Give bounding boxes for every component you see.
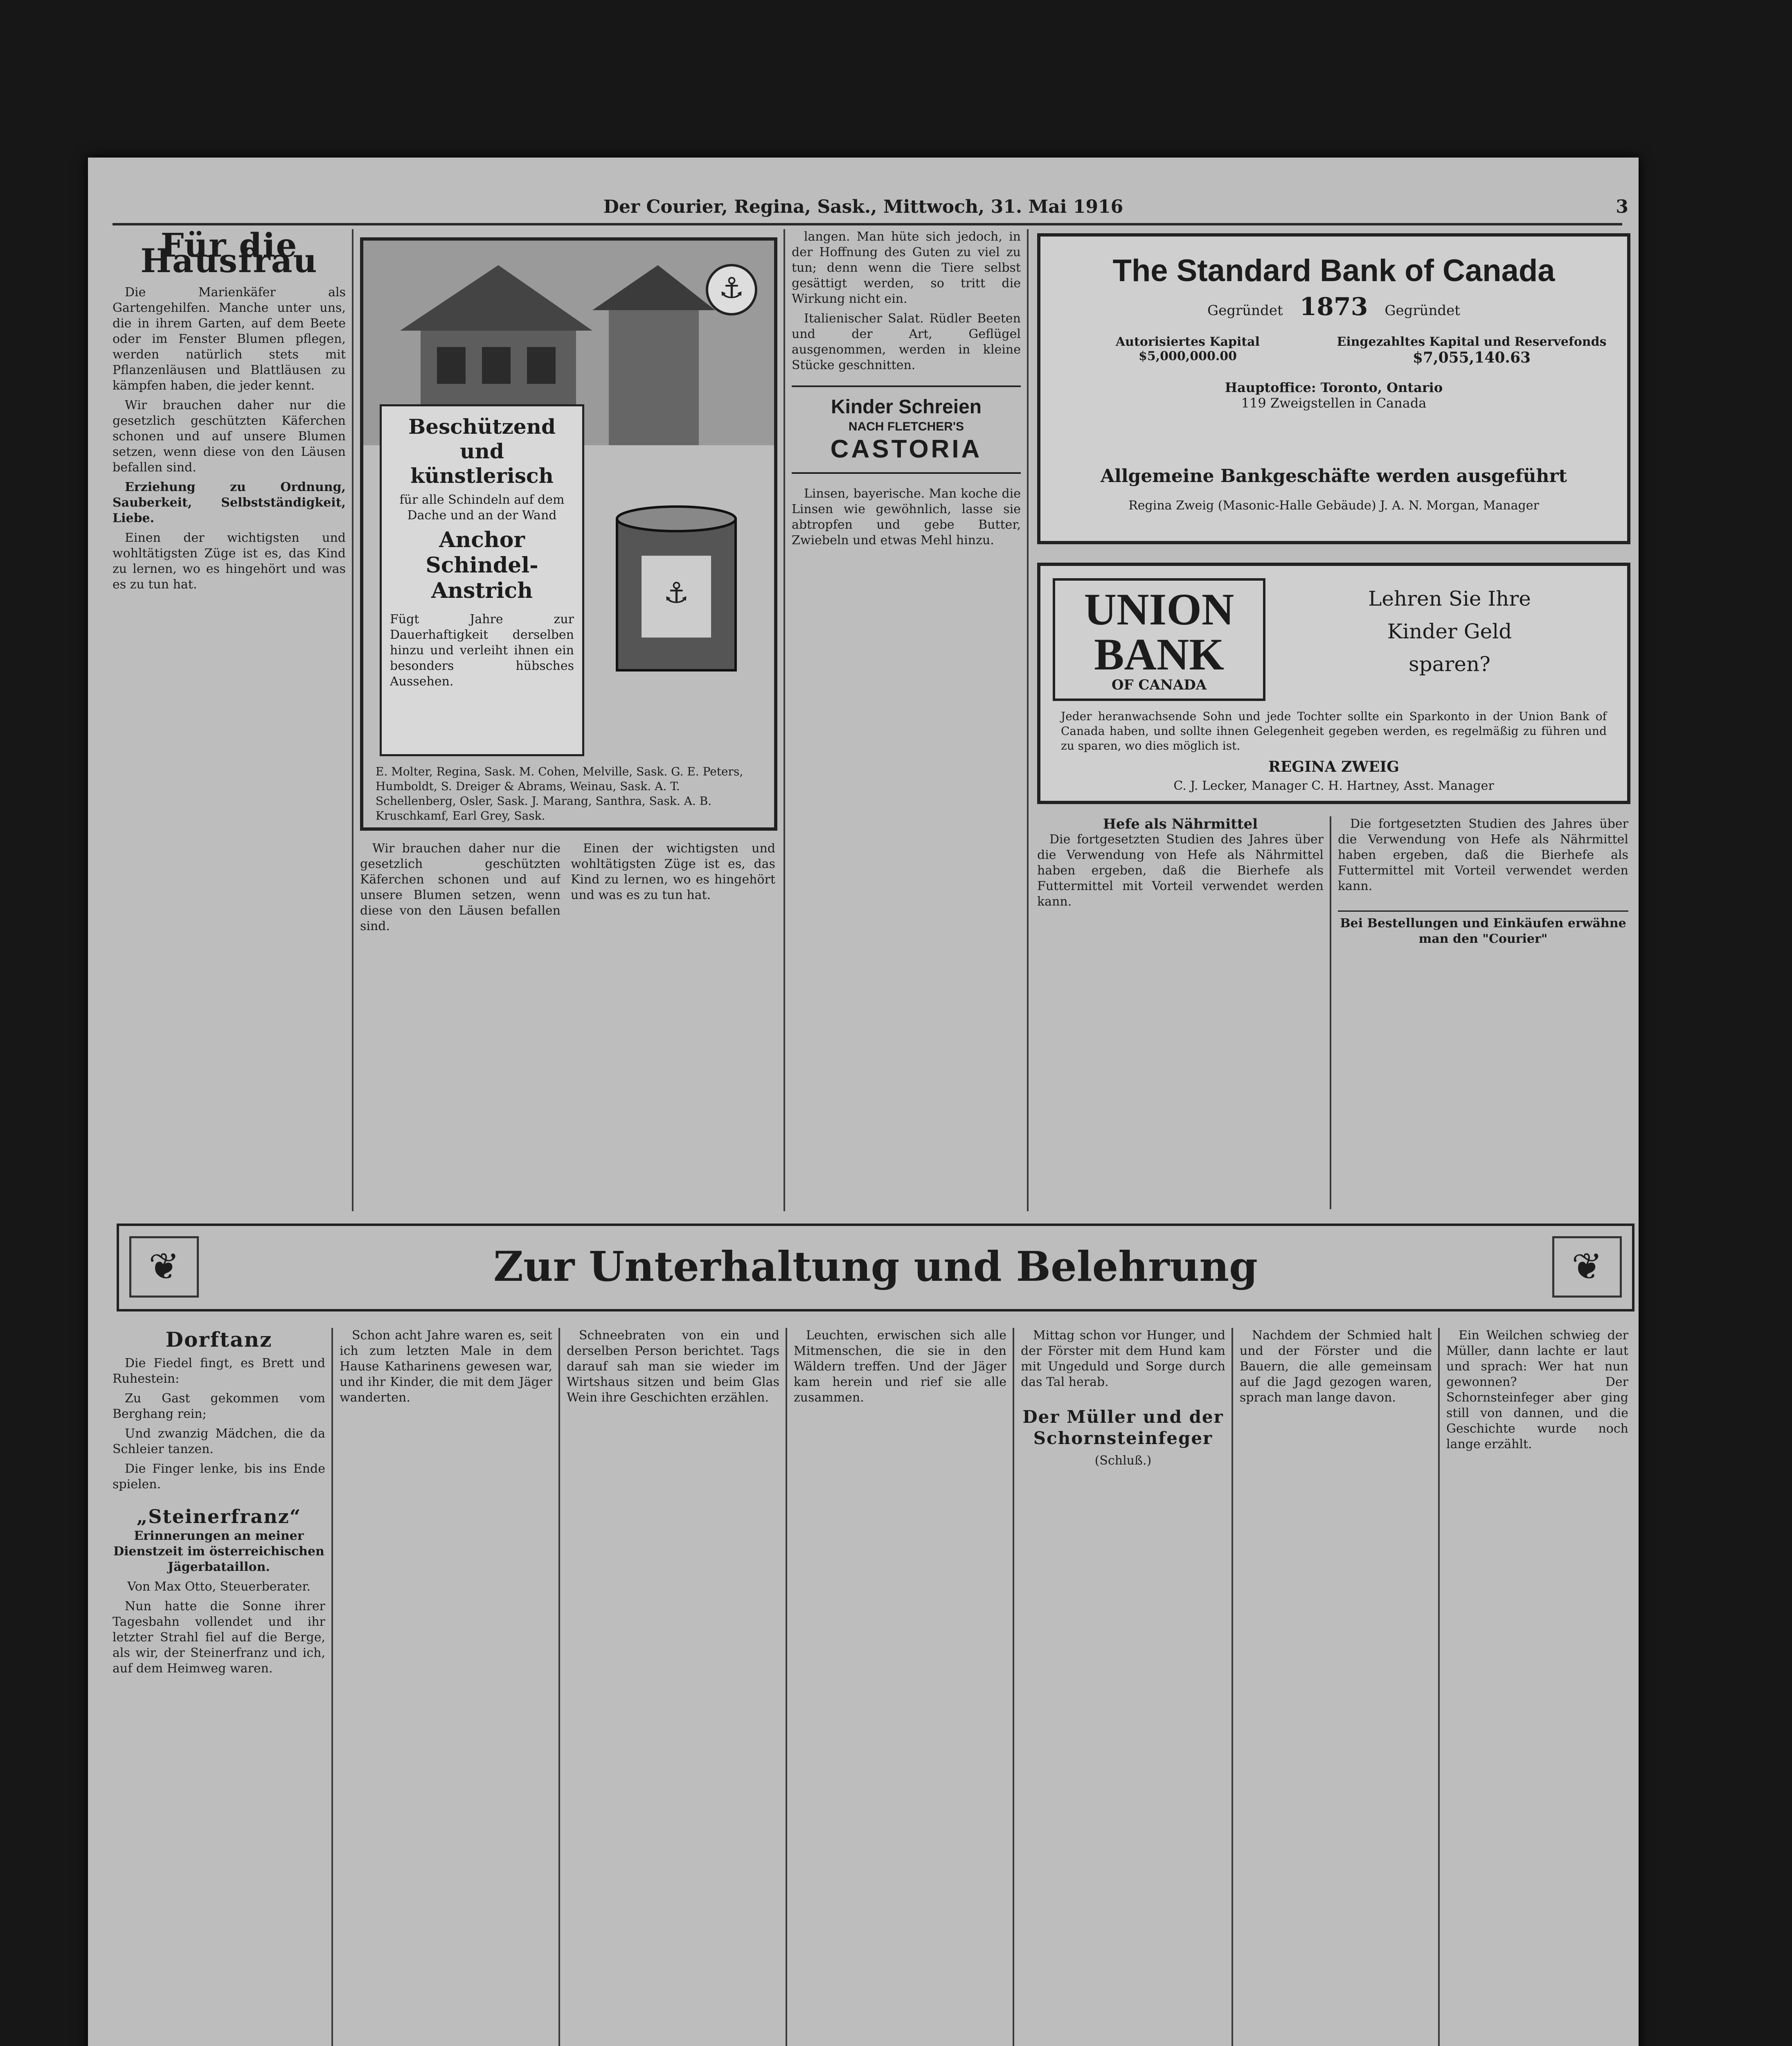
paragraph: Schon acht Jahre waren es, seit ich zum letzten Male in dem Hause Katharinens gewesen war, und ihr Kinder, die mit dem Jäger wanderten.	[340, 1328, 552, 1405]
founded-label: Gegründet	[1207, 302, 1283, 319]
steiner-title: „Steinerfranz“	[136, 1505, 302, 1528]
story-column-5	[1021, 1328, 1225, 2046]
castoria-title: Kinder Schreien	[831, 396, 982, 418]
standard-bank-ad	[1037, 233, 1630, 544]
paragraph: Einen der wichtigsten und wohltätigsten Züge ist es, das Kind zu lernen, wo es hingehört und was es zu tun hat.	[571, 841, 775, 902]
anchor-ad-body: Fügt Jahre zur Dauerhaftigkeit derselben hinzu und verleiht ihnen ein besonders hübsches Aussehen.	[390, 612, 574, 689]
union-bank-name: BANK	[1094, 629, 1224, 679]
paid-label: Eingezahltes Kapital und Reservefonds	[1337, 335, 1607, 349]
story-column-2	[340, 1328, 552, 2046]
poem-line: Die Finger lenke, bis ins Ende spielen.	[113, 1462, 325, 1492]
hausfrau-paragraph: Wir brauchen daher nur die gesetzlich geschützten Käferchen schonen und auf unsere Blumen setzen, wenn diese von den Läusen befallen sind.	[113, 398, 346, 475]
section-banner	[117, 1224, 1634, 1311]
hausfrau-title: Für die Hausfrau	[140, 229, 318, 280]
paragraph: Nachdem der Schmied halt und der Förster und die Bauern, die alle gemeinsam auf die Jagd gezogen waren, sprach man lange davon.	[1240, 1328, 1432, 1405]
mid-column	[792, 229, 1021, 1211]
union-callout	[1335, 582, 1564, 680]
union-bank-branch: REGINA ZWEIG	[1268, 758, 1400, 775]
column-rule	[558, 1328, 560, 2046]
union-bank-body: Jeder heranwachsende Sohn und jede Tochter sollte ein Sparkonto in der Union Bank of Canada haben, und sollte ihnen Gelegenheit gegeben werden, es regelmäßig zu führen und zu sparen, wo dies möglich ist.	[1061, 710, 1607, 753]
castoria-ad	[792, 385, 1021, 474]
anchor-ad-title: künstlerisch	[410, 464, 554, 488]
steiner-author: Von Max Otto, Steuerberater.	[127, 1580, 311, 1594]
column-rule	[783, 229, 785, 1211]
anchor-ad-sub: für alle Schindeln auf dem Dache und an der Wand	[399, 493, 565, 523]
hausfrau-column	[113, 229, 346, 1211]
poem-line: Die Fiedel fingt, es Brett und Ruhestein:	[113, 1356, 325, 1386]
founded-year: 1873	[1299, 293, 1368, 321]
callout-line: sparen?	[1409, 652, 1490, 676]
union-bank-name: UNION	[1084, 584, 1234, 634]
courier-note: Bei Bestellungen und Einkäufen erwähne man den "Courier"	[1338, 910, 1628, 947]
page-number: 3	[1616, 196, 1628, 217]
story-column-6	[1240, 1328, 1432, 2046]
poem-line: Zu Gast gekommen vom Berghang rein;	[113, 1391, 325, 1421]
union-bank-sub: OF CANADA	[1111, 677, 1207, 693]
callout-line: Lehren Sie Ihre	[1368, 587, 1531, 611]
poem-line: Und zwanzig Mädchen, die da Schleier tanzen.	[113, 1426, 325, 1456]
running-head: Der Courier, Regina, Sask., Mittwoch, 31. Mai 1916	[603, 196, 1123, 217]
standard-bank-name: The Standard Bank of Canada	[1112, 253, 1555, 288]
column-rule	[786, 1328, 787, 2046]
mueller-sub: (Schluß.)	[1094, 1453, 1152, 1468]
hefe-column	[1037, 816, 1324, 1209]
paragraph: Die fortgesetzten Studien des Jahres über die Verwendung von Hefe als Nährmittel haben ergeben, daß die Bierhefe als Futtermittel mit Vorteil verwendet werden kann.	[1037, 832, 1324, 909]
hefe-column-2	[1338, 816, 1628, 1209]
story-column-4	[794, 1328, 1006, 2046]
standard-bank-founded	[1040, 293, 1627, 321]
story-column-3	[567, 1328, 779, 2046]
anchor-ad-title: Beschützend und	[408, 415, 556, 463]
founded-label: Gegründet	[1385, 302, 1460, 319]
anchor-ad-product: Anchor	[439, 527, 525, 552]
svg-text:⚓: ⚓	[718, 271, 745, 305]
paragraph: Mittag schon vor Hunger, und der Förster mit dem Hund kam mit Ungeduld und Sorge durch das Tal herab.	[1021, 1328, 1225, 1389]
hausfrau-paragraph: Die Marienkäfer als Gartengehilfen. Manche unter uns, die in ihrem Garten, auf dem Beete oder im Fenster Blumen pflegen, werden natürlich stets mit Pflanzenläusen und Blattläusen zu kämpfen haben, die jeder kennt.	[113, 285, 346, 393]
hausfrau-subheading: Erziehung zu Ordnung, Sauberkeit, Selbstständigkeit, Liebe.	[113, 480, 346, 525]
column-rule	[331, 1328, 333, 2046]
column-rule	[352, 229, 353, 1211]
mueller-title: Der Müller und der Schornsteinfeger	[1022, 1407, 1224, 1448]
paragraph: Leuchten, erwischen sich alle Mitmenschen, die sie in den Wäldern treffen. Und der Jäger kam herein und rief sie alle zusammen.	[794, 1328, 1006, 1405]
anchor-ad-text-panel	[380, 404, 584, 756]
branches-line: 119 Zweigstellen in Canada	[1241, 395, 1427, 411]
union-bank-logo	[1053, 578, 1265, 701]
anchor-ad	[360, 237, 777, 831]
standard-bank-slogan: Allgemeine Bankgeschäfte werden ausgeführt	[1100, 466, 1567, 487]
dorftanz-title: Dorftanz	[165, 1328, 272, 1352]
union-bank-ad	[1037, 563, 1630, 804]
hefe-title: Hefe als Nährmittel	[1103, 816, 1258, 832]
ornament-icon: ❦	[1552, 1236, 1622, 1298]
paint-can-illustration	[609, 502, 744, 674]
anchor-ad-product: Schindel-	[425, 553, 538, 578]
anchor-ad-dealers: E. Molter, Regina, Sask. M. Cohen, Melville, Sask. G. E. Peters, Humboldt, S. Dreiger & Abrams, Weinau, Sask. A. T. Schellenberg, Osler, Sask. J. Marang, Santhra, Sask. A. B. Kruschkamf, Earl Grey, Sask.	[376, 765, 743, 822]
hausfrau-paragraph: Einen der wichtigsten und wohltätigsten Züge ist es, das Kind zu lernen, wo es hingehört und was es zu tun hat.	[113, 531, 346, 592]
newspaper-page	[88, 158, 1639, 2046]
hq-block	[1040, 380, 1627, 411]
steiner-sub: Erinnerungen an meiner Dienstzeit im österreichischen Jägerbataillon.	[113, 1529, 324, 1574]
hq-line: Hauptoffice: Toronto, Ontario	[1225, 380, 1443, 395]
ornament-icon: ❦	[129, 1236, 199, 1298]
column-rule	[1330, 816, 1331, 1209]
text-column	[571, 841, 775, 1209]
column-rule	[1231, 1328, 1233, 2046]
paragraph: Italienischer Salat. Rüdler Beeten und der Art, Geflügel ausgenommen, werden in kleine Stücke geschnitten.	[792, 311, 1021, 372]
story-column-1	[113, 1328, 325, 2046]
paragraph: Schneebraten von ein und derselben Person berichtet. Tags darauf sah man sie wieder im Wirtshaus sitzen und beim Glas Wein ihre Geschichten erzählen.	[567, 1328, 779, 1405]
paid-value: $7,055,140.63	[1412, 349, 1531, 366]
header-rule	[113, 223, 1622, 225]
standard-bank-branch: Regina Zweig (Masonic-Halle Gebäude) J. A. N. Morgan, Manager	[1128, 498, 1539, 513]
capital-block	[1057, 335, 1319, 363]
paragraph: Ein Weilchen schwieg der Müller, dann lachte er laut und sprach: Wer hat nun gewonnen? Der Schornsteinfeger aber ging still von dannen, und die Geschichte wurde noch lange erzählt.	[1446, 1328, 1628, 1451]
column-rule	[1438, 1328, 1440, 2046]
castoria-sub: NACH FLETCHER'S	[848, 420, 964, 433]
column-rule	[1013, 1328, 1014, 2046]
paragraph: Wir brauchen daher nur die gesetzlich geschützten Käferchen schonen und auf unsere Blumen setzen, wenn diese von den Läusen befallen sind.	[360, 841, 561, 933]
text-column	[360, 841, 561, 1209]
anchor-ad-product: Anstrich	[431, 578, 533, 603]
union-bank-managers: C. J. Lecker, Manager C. H. Hartney, Asst. Manager	[1173, 779, 1494, 793]
paragraph: Linsen, bayerische. Man koche die Linsen wie gewöhnlich, lasse sie abtropfen und gebe Butter, Zwiebeln und etwas Mehl hinzu.	[792, 487, 1021, 548]
paragraph: Nun hatte die Sonne ihrer Tagesbahn vollendet und ihr letzter Strahl fiel auf die Berge, als wir, der Steinerfranz und ich, auf dem Heimweg waren.	[113, 1599, 325, 1676]
story-column-7	[1446, 1328, 1628, 2046]
paid-block	[1333, 335, 1611, 366]
svg-text:⚓: ⚓	[663, 576, 689, 610]
capital-value: $5,000,000.00	[1138, 349, 1237, 363]
callout-line: Kinder Geld	[1387, 620, 1512, 643]
capital-label: Autorisiertes Kapital	[1115, 335, 1260, 349]
column-rule	[1027, 229, 1029, 1211]
section-title: Zur Unterhaltung und Belehrung	[493, 1242, 1258, 1291]
castoria-brand: CASTORIA	[830, 435, 982, 463]
paragraph: langen. Man hüte sich jedoch, in der Hoffnung des Guten zu viel zu tun; denn wenn die Tiere selbst gesättigt werden, so tritt die Wirkung nicht ein.	[792, 230, 1021, 306]
paragraph: Die fortgesetzten Studien des Jahres über die Verwendung von Hefe als Nährmittel haben ergeben, daß die Bierhefe als Futtermittel mit Vorteil verwendet werden kann.	[1338, 817, 1628, 893]
